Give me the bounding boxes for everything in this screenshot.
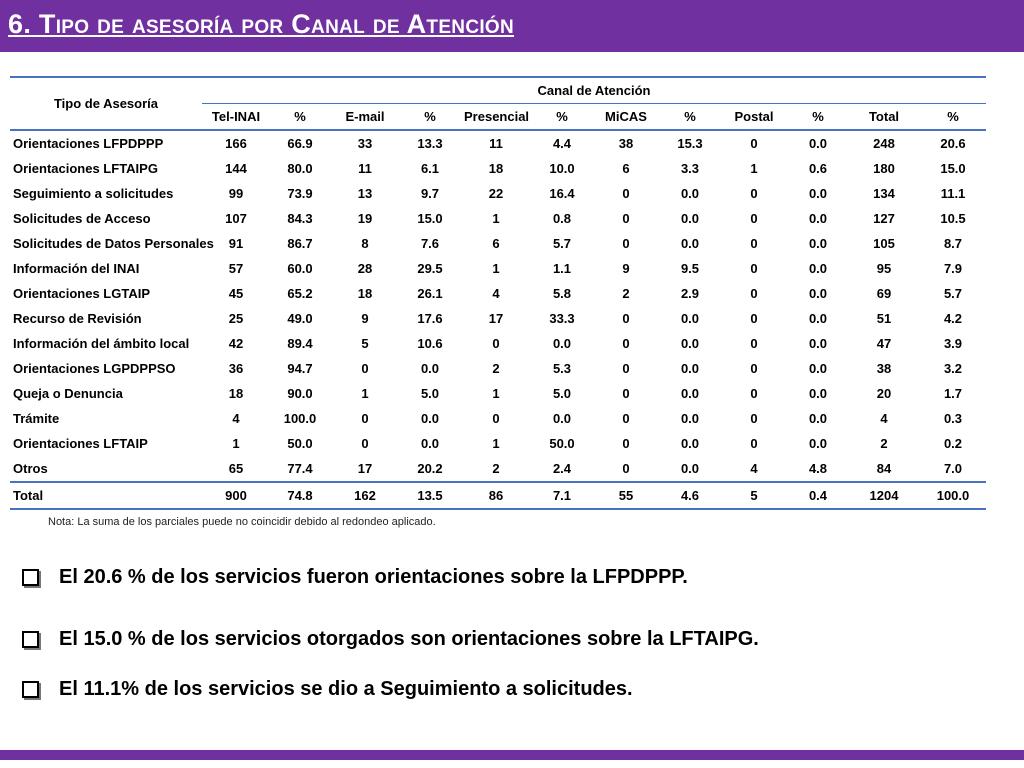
column-header: Postal xyxy=(720,104,788,131)
table-cell: 100.0 xyxy=(283,411,317,426)
table-row xyxy=(10,156,986,181)
table-cell: 2.9 xyxy=(680,286,700,301)
table-cell: 0.0 xyxy=(808,386,828,401)
table-cell: 2 xyxy=(492,461,500,476)
table-cell: 15.0 xyxy=(417,211,443,226)
table-cell: 16.4 xyxy=(549,186,575,201)
table-cell: 0.0 xyxy=(808,361,828,376)
column-header: Total xyxy=(848,104,920,131)
table-cell: 47 xyxy=(876,336,892,351)
table-cell: 4.2 xyxy=(943,311,963,326)
table-cell: 57 xyxy=(228,261,244,276)
bullet-item xyxy=(22,678,633,701)
table-cell: 60.0 xyxy=(287,261,313,276)
table-cell: 0.0 xyxy=(808,261,828,276)
bullet-item xyxy=(22,566,688,589)
table-cell: 0 xyxy=(750,186,758,201)
table-cell: 18 xyxy=(357,286,373,301)
table-row xyxy=(10,206,986,231)
row-label: Información del INAI xyxy=(13,261,140,276)
table-cell: 1 xyxy=(492,211,500,226)
table-cell: 95 xyxy=(876,261,892,276)
table-cell: 22 xyxy=(488,186,504,201)
table-cell: 1 xyxy=(492,436,500,451)
table-cell: 45 xyxy=(228,286,244,301)
table-cell: 26.1 xyxy=(417,286,443,301)
column-header: % xyxy=(660,104,720,131)
table-cell: 180 xyxy=(873,161,895,176)
table-cell: 9.5 xyxy=(680,261,700,276)
table-cell: 55 xyxy=(592,482,660,509)
table-cell: 0.0 xyxy=(808,436,828,451)
table-cell: 0.0 xyxy=(552,336,572,351)
table-cell: 0 xyxy=(622,236,630,251)
table-cell: 0 xyxy=(750,336,758,351)
table-cell: 18 xyxy=(228,386,244,401)
row-label: Orientaciones LFTAIP xyxy=(13,436,148,451)
table-cell: 89.4 xyxy=(287,336,313,351)
table-cell: 0 xyxy=(750,361,758,376)
column-header: % xyxy=(532,104,592,131)
table-cell: 38 xyxy=(876,361,892,376)
table-cell: 1.7 xyxy=(943,386,963,401)
table-cell: 0 xyxy=(622,361,630,376)
table-cell: 0 xyxy=(622,211,630,226)
table-cell: 99 xyxy=(228,186,244,201)
column-header: % xyxy=(400,104,460,131)
column-header: % xyxy=(270,104,330,131)
table-cell: 42 xyxy=(228,336,244,351)
table-cell: 13.5 xyxy=(400,482,460,509)
table-row xyxy=(10,331,986,356)
table-cell: 0.0 xyxy=(808,286,828,301)
table-cell: 91 xyxy=(228,236,244,251)
table-cell: 69 xyxy=(876,286,892,301)
table-cell: 33.3 xyxy=(549,311,575,326)
table-cell: 0.0 xyxy=(420,411,440,426)
table-cell: 0 xyxy=(750,136,758,151)
table-cell: 0.3 xyxy=(943,411,963,426)
table-cell: 74.8 xyxy=(270,482,330,509)
table-row xyxy=(10,181,986,206)
table-cell: 134 xyxy=(873,186,895,201)
table-cell: 0.0 xyxy=(808,311,828,326)
table-cell: 10.0 xyxy=(549,161,575,176)
table-cell: 1.1 xyxy=(552,261,572,276)
table-cell: 0 xyxy=(361,361,369,376)
table-cell: 15.3 xyxy=(677,136,703,151)
table-cell: 100.0 xyxy=(920,482,986,509)
bullet-text: El 15.0 % de los servicios otorgados son orientaciones sobre la LFTAIPG. xyxy=(59,628,759,650)
group-header-canal: Canal de Atención xyxy=(202,77,986,104)
table-cell: 3.2 xyxy=(943,361,963,376)
table-cell: 8 xyxy=(361,236,369,251)
table-cell: 144 xyxy=(225,161,247,176)
table-cell: 1 xyxy=(492,261,500,276)
table-cell: 10.5 xyxy=(940,211,966,226)
table-cell: 0 xyxy=(492,411,500,426)
table-cell: 80.0 xyxy=(287,161,313,176)
table-cell: 9 xyxy=(622,261,630,276)
table-cell: 6 xyxy=(622,161,630,176)
table-cell: 50.0 xyxy=(549,436,575,451)
table-cell: 20.6 xyxy=(940,136,966,151)
row-label: Orientaciones LFPDPPP xyxy=(13,136,164,151)
table-cell: 86 xyxy=(460,482,532,509)
table-cell: 0 xyxy=(750,386,758,401)
table-cell: 51 xyxy=(876,311,892,326)
table-cell: 0 xyxy=(622,336,630,351)
table-cell: 0.0 xyxy=(808,136,828,151)
table-cell: 0.8 xyxy=(552,211,572,226)
table-cell: 66.9 xyxy=(287,136,313,151)
row-label: Seguimiento a solicitudes xyxy=(13,186,174,201)
table-cell: 73.9 xyxy=(287,186,313,201)
table-cell: 15.0 xyxy=(940,161,966,176)
slide-title: 6. Tipo de asesoría por Canal de Atención xyxy=(8,9,515,39)
column-header: Presencial xyxy=(460,104,532,131)
table-cell: 13.3 xyxy=(417,136,443,151)
table-cell: 4 xyxy=(492,286,500,301)
table-cell: 0 xyxy=(750,311,758,326)
checkbox-bullet-icon xyxy=(22,569,39,586)
table-cell: 2 xyxy=(622,286,630,301)
table-cell: 248 xyxy=(873,136,895,151)
table-cell: 0.0 xyxy=(808,211,828,226)
table-cell: 84.3 xyxy=(287,211,313,226)
table-cell: 2.4 xyxy=(552,461,572,476)
table-cell: 20 xyxy=(876,386,892,401)
table-cell: 0 xyxy=(622,411,630,426)
table-cell: 0.0 xyxy=(420,361,440,376)
table-cell: 10.6 xyxy=(417,336,443,351)
table-cell: 2 xyxy=(880,436,888,451)
table-cell: 17 xyxy=(488,311,504,326)
table-cell: 0.2 xyxy=(943,436,963,451)
column-header: Tel-INAI xyxy=(202,104,270,131)
table-cell: 4 xyxy=(232,411,240,426)
table-cell: 65.2 xyxy=(287,286,313,301)
table-cell: 28 xyxy=(357,261,373,276)
table-cell: 2 xyxy=(492,361,500,376)
table-cell: 50.0 xyxy=(287,436,313,451)
table-row xyxy=(10,406,986,431)
table-cell: 77.4 xyxy=(287,461,313,476)
table-note: Nota: La suma de los parciales puede no coincidir debido al redondeo aplicado. xyxy=(48,516,436,528)
table-cell: 105 xyxy=(873,236,895,251)
table-cell: 0 xyxy=(750,436,758,451)
table-cell: 17.6 xyxy=(417,311,443,326)
table-cell: 0.0 xyxy=(808,236,828,251)
table-cell: 1 xyxy=(750,161,758,176)
table-cell: 17 xyxy=(357,461,373,476)
table-cell: 5.0 xyxy=(552,386,572,401)
table-cell: 33 xyxy=(357,136,373,151)
table-cell: 3.3 xyxy=(680,161,700,176)
bullet-text: El 11.1% de los servicios se dio a Seguimiento a solicitudes. xyxy=(59,678,633,700)
table-row xyxy=(10,281,986,306)
table-cell: 18 xyxy=(488,161,504,176)
table-cell: 11 xyxy=(358,161,372,176)
table-cell: 0 xyxy=(361,436,369,451)
table-cell: 127 xyxy=(873,211,895,226)
table-row xyxy=(10,306,986,331)
table-cell: 0.0 xyxy=(680,386,700,401)
table-cell: 0 xyxy=(622,386,630,401)
row-label: Información del ámbito local xyxy=(13,336,190,351)
table-cell: 9 xyxy=(361,311,369,326)
table-cell: 1 xyxy=(492,386,500,401)
checkbox-bullet-icon xyxy=(22,681,39,698)
table-cell: 900 xyxy=(202,482,270,509)
row-label: Orientaciones LFTAIPG xyxy=(13,161,158,176)
table-cell: 38 xyxy=(618,136,634,151)
table-cell: 0.0 xyxy=(680,236,700,251)
table-cell: 0.0 xyxy=(680,211,700,226)
table-cell: 1204 xyxy=(848,482,920,509)
table-cell: 5 xyxy=(361,336,369,351)
row-label: Solicitudes de Acceso xyxy=(13,211,151,226)
table-cell: 5 xyxy=(720,482,788,509)
table-row xyxy=(10,431,986,456)
table-cell: 7.6 xyxy=(420,236,440,251)
row-label: Otros xyxy=(13,461,48,476)
table-cell: 8.7 xyxy=(943,236,963,251)
table-cell: 9.7 xyxy=(420,186,440,201)
table-cell: 4 xyxy=(750,461,758,476)
table-cell: 166 xyxy=(225,136,247,151)
table-cell: 4.4 xyxy=(552,136,572,151)
table-cell: 0.4 xyxy=(788,482,848,509)
table-cell: 0 xyxy=(750,236,758,251)
table-cell: 11 xyxy=(489,136,503,151)
table-cell: 6.1 xyxy=(420,161,440,176)
table-cell: 0.0 xyxy=(808,186,828,201)
row-label: Trámite xyxy=(13,411,60,426)
table-cell: 5.0 xyxy=(420,386,440,401)
table-cell: 0 xyxy=(622,461,630,476)
table-cell: 5.3 xyxy=(552,361,572,376)
checkbox-bullet-icon xyxy=(22,631,39,648)
column-header: % xyxy=(920,104,986,131)
row-label: Solicitudes de Datos Personales xyxy=(13,236,214,251)
table-row xyxy=(10,456,986,482)
bullet-text: El 20.6 % de los servicios fueron orientaciones sobre la LFPDPPP. xyxy=(59,566,688,588)
table-cell: 0 xyxy=(622,186,630,201)
table-row xyxy=(10,256,986,281)
row-label: Orientaciones LGTAIP xyxy=(13,286,151,301)
column-header: E-mail xyxy=(330,104,400,131)
footer-stripe xyxy=(0,750,1024,760)
row-label: Recurso de Revisión xyxy=(13,311,142,326)
bullet-item xyxy=(22,628,759,651)
table-cell: 0.0 xyxy=(808,411,828,426)
row-label: Queja o Denuncia xyxy=(13,386,123,401)
column-header: MiCAS xyxy=(592,104,660,131)
column-header: % xyxy=(788,104,848,131)
table-cell: 36 xyxy=(228,361,244,376)
table-cell: 13 xyxy=(357,186,373,201)
total-row xyxy=(10,482,986,509)
table-cell: 5.7 xyxy=(552,236,572,251)
table-cell: 65 xyxy=(228,461,244,476)
table-cell: 5.7 xyxy=(943,286,963,301)
table-cell: 11.1 xyxy=(940,186,966,201)
table-cell: 0 xyxy=(750,211,758,226)
table-cell: 0.6 xyxy=(808,161,828,176)
table-cell: 4.6 xyxy=(660,482,720,509)
table-cell: 0.0 xyxy=(680,436,700,451)
data-table-container xyxy=(10,76,986,510)
table-cell: 0.0 xyxy=(680,186,700,201)
table-cell: 90.0 xyxy=(287,386,313,401)
table-cell: 0 xyxy=(622,436,630,451)
table-cell: 0.0 xyxy=(552,411,572,426)
table-cell: 20.2 xyxy=(417,461,443,476)
table-cell: 94.7 xyxy=(287,361,313,376)
table-body xyxy=(10,130,986,509)
table-row xyxy=(10,381,986,406)
table-cell: 0.0 xyxy=(420,436,440,451)
table-cell: 0 xyxy=(622,311,630,326)
table-row xyxy=(10,231,986,256)
table-cell: 0 xyxy=(492,336,500,351)
table-cell: 5.8 xyxy=(552,286,572,301)
row-label: Orientaciones LGPDPPSO xyxy=(13,361,176,376)
table-cell: 0 xyxy=(361,411,369,426)
data-table xyxy=(10,76,986,510)
table-cell: 162 xyxy=(330,482,400,509)
table-cell: 7.0 xyxy=(943,461,963,476)
table-cell: 25 xyxy=(228,311,244,326)
table-cell: 4 xyxy=(880,411,888,426)
table-cell: 0.0 xyxy=(680,361,700,376)
table-cell: 3.9 xyxy=(943,336,963,351)
table-cell: 0.0 xyxy=(808,336,828,351)
table-cell: 84 xyxy=(876,461,892,476)
table-cell: 29.5 xyxy=(417,261,443,276)
table-cell: 107 xyxy=(225,211,247,226)
title-bar xyxy=(0,0,1024,52)
table-cell: 19 xyxy=(357,211,373,226)
table-cell: 0 xyxy=(750,286,758,301)
table-cell: 0 xyxy=(750,261,758,276)
table-cell: 1 xyxy=(361,386,369,401)
table-row xyxy=(10,130,986,156)
row-label: Total xyxy=(10,482,202,509)
table-cell: 0 xyxy=(750,411,758,426)
table-cell: 7.1 xyxy=(532,482,592,509)
table-cell: 49.0 xyxy=(287,311,313,326)
table-cell: 0.0 xyxy=(680,311,700,326)
row-header-tipo: Tipo de Asesoría xyxy=(10,77,202,130)
table-cell: 4.8 xyxy=(808,461,828,476)
table-cell: 6 xyxy=(492,236,500,251)
table-row xyxy=(10,356,986,381)
table-cell: 0.0 xyxy=(680,411,700,426)
table-cell: 1 xyxy=(232,436,240,451)
footer-bar xyxy=(0,744,1024,768)
table-cell: 0.0 xyxy=(680,461,700,476)
table-cell: 86.7 xyxy=(287,236,313,251)
table-cell: 0.0 xyxy=(680,336,700,351)
table-cell: 7.9 xyxy=(943,261,963,276)
